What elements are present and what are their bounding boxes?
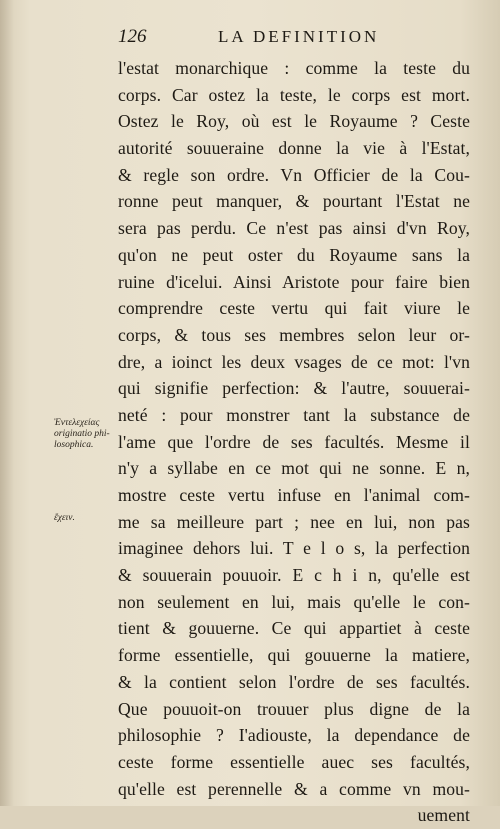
page-header: [110, 26, 480, 50]
body-text: [118, 55, 470, 829]
text-line: imaginee dehors lui. T e l o s, la perfection: [118, 538, 470, 559]
text-line: & souuerain pouuoir. E c h i n, qu'elle est: [118, 565, 470, 586]
text-line: Que pouuoit-on trouuer plus digne de la: [118, 698, 470, 719]
text-line: ronne peut manquer, & pourtant l'Estat ne: [118, 191, 470, 212]
page-number: 126: [118, 26, 147, 47]
text-line: dre, a ioinct les deux vsages de ce mot: l'vn: [118, 351, 470, 372]
text-line: n'y a syllabe en ce mot qui ne sonne. E n,: [118, 458, 470, 479]
text-line: qui signifie perfection: & l'autre, souuerai-: [118, 378, 470, 399]
text-line: neté : pour monstrer tant la substance de: [118, 404, 470, 425]
text-line: autorité souueraine donne la vie à l'Estat,: [118, 138, 470, 159]
text-line-catchword: uement: [417, 805, 470, 826]
text-line: philosophie ? I'adiouste, la dependance de: [118, 725, 470, 746]
text-line: comprendre ceste vertu qui fait viure le: [118, 298, 470, 319]
margin-note-line: originatio phi-: [54, 429, 110, 439]
margin-note-entelecheia: [54, 418, 118, 451]
text-line: Ostez le Roy, où est le Royaume ? Ceste: [118, 111, 470, 132]
text-line: & la contient selon l'ordre de ses facultés.: [118, 671, 470, 692]
text-line: ruine d'icelui. Ainsi Aristote pour faire bien: [118, 271, 470, 292]
text-line: corps, & tous ses membres selon leur or-: [118, 324, 470, 345]
text-line: qu'elle est perennelle & a comme vn mou-: [118, 778, 470, 799]
text-line: qu'on ne peut oster du Royaume sans la: [118, 244, 470, 265]
text-line: & regle son ordre. Vn Officier de la Cou-: [118, 164, 470, 185]
text-line: forme essentielle, qui gouuerne la matiere,: [118, 645, 470, 666]
margin-note-line: losophica.: [54, 440, 94, 450]
text-line: non seulement en lui, mais qu'elle le con-: [118, 591, 470, 612]
margin-note-line: Ἐντελεχείας: [54, 418, 100, 428]
text-line: sera pas perdu. Ce n'est pas ainsi d'vn Roy,: [118, 218, 470, 239]
margin-notes: [0, 0, 118, 806]
text-line: ceste forme essentielle auec ses facultés,: [118, 751, 470, 772]
text-line: l'ame que l'ordre de ses facultés. Mesme il: [118, 431, 470, 452]
text-line: corps. Car ostez la teste, le corps est mort.: [118, 84, 470, 105]
margin-note-echein: ἔχειν.: [54, 513, 75, 523]
text-line: tient & gouuerne. Ce qui appartiet à ceste: [118, 618, 470, 639]
running-title: LA DEFINITION: [218, 27, 380, 46]
text-line: me sa meilleure part ; nee en lui, non pas: [118, 511, 470, 532]
text-line: mostre ceste vertu infuse en l'animal com-: [118, 485, 470, 505]
text-line: l'estat monarchique : comme la teste du: [118, 58, 470, 78]
